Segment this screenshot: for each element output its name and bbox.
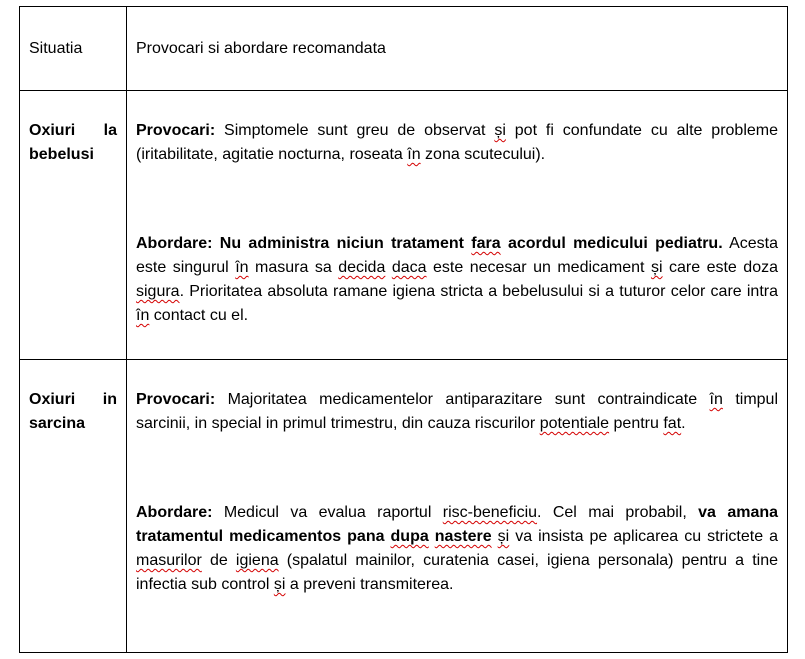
spellcheck-word: dupa bbox=[390, 528, 429, 545]
header-cell-challenges bbox=[127, 7, 788, 91]
label-word: sarcina bbox=[29, 415, 86, 432]
spellcheck-word: daca bbox=[391, 259, 427, 276]
spellcheck-word: fat bbox=[663, 415, 682, 432]
label-word: la bbox=[103, 122, 117, 139]
spellcheck-word: și bbox=[494, 122, 506, 139]
spellcheck-word: sigura bbox=[136, 283, 180, 300]
spellcheck-word: în bbox=[235, 259, 249, 276]
spellcheck-word: decida bbox=[338, 259, 386, 276]
spellcheck-word: și bbox=[273, 576, 286, 593]
challenge-paragraph: Provocari: Simptomele sunt greu de observat și pot fi confundate cu alte probleme (iritabilitate, agitatie nocturna, roseata în zona scutecului). bbox=[136, 122, 778, 163]
approach-label: Abordare: bbox=[136, 504, 213, 521]
label-word: bebelusi bbox=[29, 146, 94, 163]
spellcheck-word: igiena bbox=[235, 552, 279, 569]
details-cell bbox=[127, 360, 788, 653]
spellcheck-word: risc-beneficiu bbox=[442, 504, 538, 521]
spellcheck-word: în bbox=[136, 307, 150, 324]
challenge-label: Provocari: bbox=[136, 391, 216, 408]
challenge-label: Provocari: bbox=[136, 122, 216, 139]
situation-cell bbox=[20, 360, 127, 653]
table-row bbox=[20, 360, 788, 653]
approach-paragraph: Abordare: Medicul va evalua raportul risc-beneficiu. Cel mai probabil, va amana tratamentul medicamentos pana dupa nastere și va insista pe aplicarea cu strictete a masurilor de igiena (spalatul mainilor, curatenia casei, igiena personala) pentru a tine infectia sub control și a preveni transmiterea. bbox=[136, 504, 779, 593]
spellcheck-word: în bbox=[709, 391, 723, 408]
header-situation-text: Situatia bbox=[29, 39, 83, 57]
spellcheck-word: în bbox=[407, 146, 421, 163]
spellcheck-word: fara bbox=[471, 235, 501, 252]
table-header-row bbox=[20, 7, 788, 91]
spellcheck-word: și bbox=[650, 259, 663, 276]
situation-label bbox=[20, 91, 126, 167]
spellcheck-word: nastere bbox=[434, 528, 492, 545]
spellcheck-word: potentiale bbox=[539, 415, 610, 432]
table-row bbox=[20, 91, 788, 360]
spellcheck-word: masurilor bbox=[136, 552, 202, 569]
header-cell-situation bbox=[20, 7, 127, 91]
recommendations-table bbox=[19, 6, 788, 653]
challenge-paragraph: Provocari: Majoritatea medicamentelor antiparazitare sunt contraindicate în timpul sarcinii, in special in primul trimestru, din cauza riscurilor potentiale pentru fat. bbox=[136, 391, 779, 432]
approach-paragraph: Abordare: Nu administra niciun tratament fara acordul medicului pediatru. Acesta este singurul în masura sa decida daca este necesar un medicament și care este doza sigura. Prioritatea absoluta ramane igiena stricta a bebelusului si a tuturor celor care intra în contact cu el. bbox=[136, 235, 778, 324]
situation-cell bbox=[20, 91, 127, 360]
situation-label bbox=[20, 360, 126, 436]
label-word: Oxiuri bbox=[29, 391, 76, 408]
spellcheck-word: și bbox=[497, 528, 510, 545]
approach-label: Abordare: bbox=[136, 235, 213, 252]
label-word: in bbox=[102, 391, 117, 408]
header-challenges-text: Provocari si abordare recomandata bbox=[136, 39, 386, 57]
details-cell bbox=[127, 91, 788, 360]
label-word: Oxiuri bbox=[29, 122, 76, 139]
